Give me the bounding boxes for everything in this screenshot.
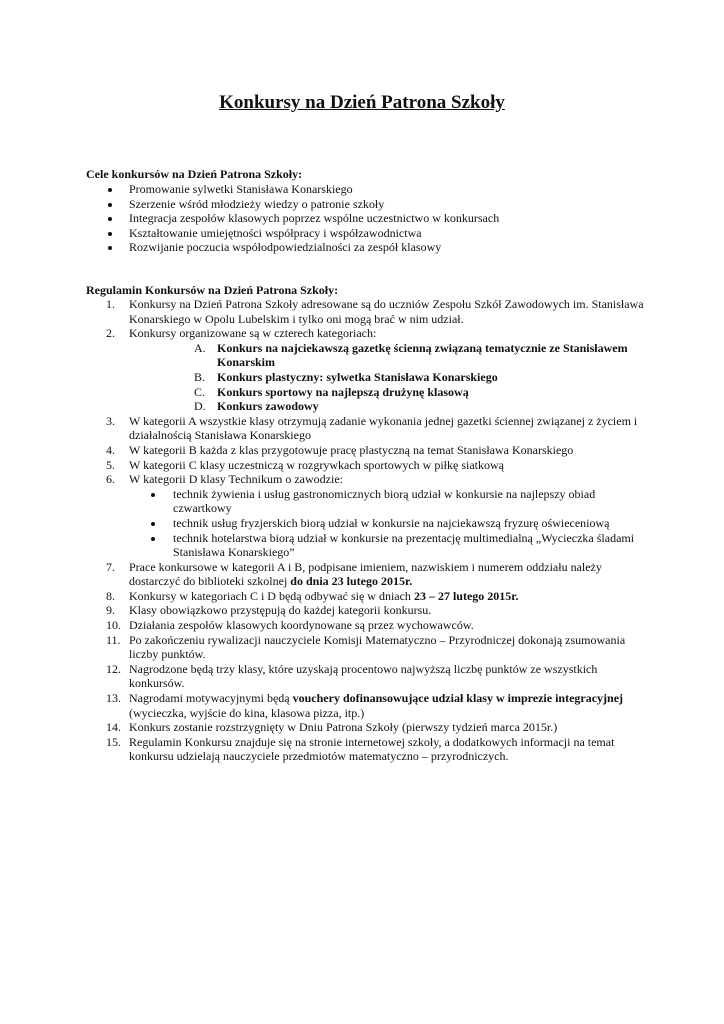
- profession-list: [129, 487, 646, 560]
- rule-text-continued: (wycieczka, wyjście do kina, klasowa pizza, itp.): [129, 705, 365, 720]
- category-letter: A.: [194, 340, 206, 355]
- prize-text: vouchery dofinansowujące udział klasy w imprezie integracyjnej: [292, 691, 624, 706]
- category-text: Konkurs plastyczny: sylwetka Stanisława Konarskiego: [217, 369, 498, 384]
- rule-text: Prace konkursowe w kategorii A i B, podpisane imieniem, nazwiskiem i numerem oddziału należy dostarczyć do biblioteki szkolnej: [129, 559, 602, 589]
- rule-text: Konkurs zostanie rozstrzygnięty w Dniu Patrona Szkoły (pierwszy tydzień marca 2015r.): [129, 720, 558, 735]
- rule-item: [86, 560, 646, 589]
- rule-item: [86, 633, 646, 662]
- category-letter: B.: [194, 369, 206, 384]
- list-item: Szerzenie wśród młodzieży wiedzy o patronie szkoły: [86, 197, 646, 212]
- list-item: Rozwijanie poczucia współodpowiedzialności za zespół klasowy: [86, 240, 646, 255]
- goals-heading: Cele konkursów na Dzień Patrona Szkoły:: [86, 167, 303, 181]
- rule-number: 15.: [106, 734, 121, 749]
- rule-number: 2.: [106, 326, 115, 341]
- rule-number: 6.: [106, 472, 115, 487]
- category-text: Konkurs na najciekawszą gazetkę ścienną związaną tematycznie ze Stanisławem Konarskim: [217, 340, 628, 370]
- rule-text: Działania zespołów klasowych koordynowane są przez wychowawców.: [129, 618, 474, 633]
- list-item: Promowanie sylwetki Stanisława Konarskiego: [86, 182, 646, 197]
- rule-item: [86, 458, 646, 473]
- list-item: technik żywienia i usług gastronomicznych biorą udział w konkursie na najlepszy obiad czwartkowy: [129, 487, 646, 516]
- category-text: Konkurs sportowy na najlepszą drużynę klasową: [217, 384, 469, 399]
- rule-number: 1.: [106, 297, 115, 311]
- rules-list: [86, 297, 646, 764]
- rule-text: W kategorii A wszystkie klasy otrzymują zadanie wykonania jednej gazetki ściennej związanej z życiem i działalnością Stanisława Konarskiego: [129, 413, 638, 443]
- rule-number: 8.: [106, 588, 115, 603]
- rule-item: [86, 589, 646, 604]
- rule-text: Konkursy na Dzień Patrona Szkoły adresowane są do uczniów Zespołu Szkół Zawodowych im. Stanisława Konarskiego w Opolu Lubelskim i tylko oni mogą brać w nim udział.: [129, 297, 644, 326]
- contest-dates: 23 – 27 lutego 2015r.: [413, 588, 519, 603]
- rule-text: W kategorii D klasy Technikum o zawodzie:: [129, 472, 343, 487]
- rule-item: [86, 326, 646, 414]
- list-item: Kształtowanie umiejętności współpracy i współzawodnictwa: [86, 226, 646, 241]
- rules-heading: Regulamin Konkursów na Dzień Patrona Szkoły:: [86, 283, 339, 297]
- rule-number: 4.: [106, 442, 115, 457]
- list-item: technik hotelarstwa biorą udział w konkursie na prezentację multimedialną „Wycieczka śladami Stanisława Konarskiego”: [129, 531, 646, 560]
- page-title: Konkursy na Dzień Patrona Szkoły: [219, 92, 505, 113]
- rule-number: 13.: [106, 691, 121, 706]
- rule-number: 7.: [106, 559, 115, 574]
- category-item: [129, 399, 646, 414]
- rule-text: Konkursy organizowane są w czterech kategoriach:: [129, 326, 377, 341]
- rule-item: [86, 414, 646, 443]
- category-letter: C.: [194, 384, 206, 399]
- rule-number: 5.: [106, 457, 115, 472]
- rule-item: [86, 735, 646, 764]
- rule-item: [86, 443, 646, 458]
- rule-item: [86, 691, 646, 720]
- rule-number: 9.: [106, 603, 115, 618]
- rule-item: [86, 720, 646, 735]
- rule-text: W kategorii C klasy uczestniczą w rozgrywkach sportowych w piłkę siatkową: [129, 457, 504, 472]
- rule-item: [86, 472, 646, 560]
- rule-number: 12.: [106, 661, 121, 676]
- rule-text: Klasy obowiązkowo przystępują do każdej kategorii konkursu.: [129, 603, 432, 618]
- rule-number: 10.: [106, 618, 121, 633]
- rule-text: Nagrodami motywacyjnymi będą: [129, 691, 293, 706]
- category-letter: D.: [194, 399, 206, 414]
- category-list: [129, 341, 646, 414]
- rule-item: [86, 662, 646, 691]
- rule-text: W kategorii B każda z klas przygotowuje pracę plastyczną na temat Stanisława Konarskiego: [129, 442, 574, 457]
- rule-text: Regulamin Konkursu znajduje się na stronie internetowej szkoły, a dodatkowych informacji na temat konkursu udzielają nauczyciele przedmiotów matematyczno – przyrodniczych.: [129, 734, 615, 764]
- rule-number: 3.: [106, 413, 115, 428]
- rule-text: Konkursy w kategoriach C i D będą odbywać się w dniach: [129, 588, 414, 603]
- goals-list: [86, 182, 646, 255]
- category-text: Konkurs zawodowy: [217, 399, 319, 414]
- category-item: [129, 385, 646, 400]
- category-item: [129, 341, 646, 370]
- rule-text: Po zakończeniu rywalizacji nauczyciele Komisji Matematyczno – Przyrodniczej dokonają zsumowania liczby punktów.: [129, 632, 626, 662]
- rule-number: 11.: [106, 632, 121, 647]
- rule-item: [86, 603, 646, 618]
- list-item: Integracja zespołów klasowych poprzez wspólne uczestnictwo w konkursach: [86, 211, 646, 226]
- list-item: technik usług fryzjerskich biorą udział w konkursie na najciekawszą fryzurę oświeceniową: [129, 516, 646, 531]
- rule-item: [86, 618, 646, 633]
- rule-number: 14.: [106, 720, 121, 735]
- rule-text: Nagrodzone będą trzy klasy, które uzyskają procentowo najwyższą liczbę punktów ze wszystkich konkursów.: [129, 661, 598, 691]
- category-item: [129, 370, 646, 385]
- deadline-date: do dnia 23 lutego 2015r.: [290, 574, 413, 589]
- rule-item: [86, 297, 646, 326]
